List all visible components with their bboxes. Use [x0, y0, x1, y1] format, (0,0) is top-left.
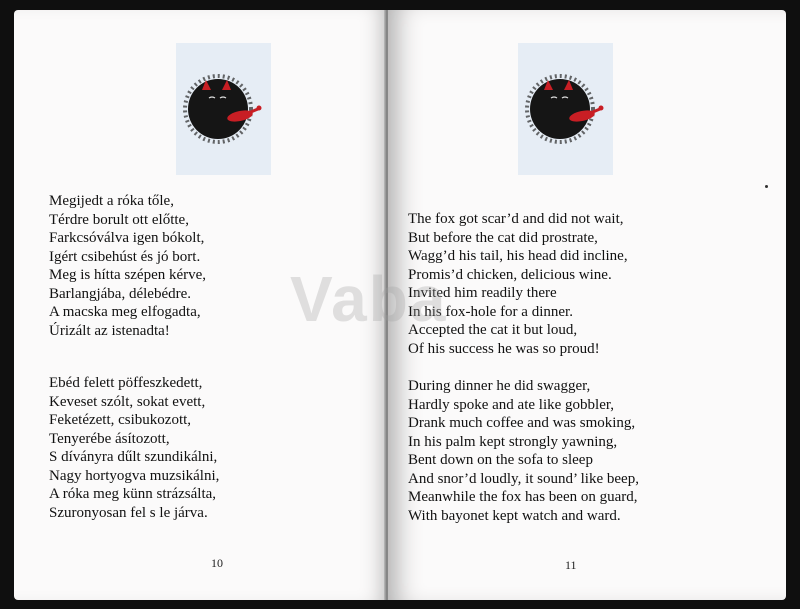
poem-line: Accepted the cat it but loud,	[408, 322, 578, 338]
poem-line: Barlangjába, délebédre.	[49, 285, 192, 302]
black-cat-icon	[518, 43, 613, 175]
poem-line: Keveset szólt, sokat evett,	[49, 393, 206, 410]
poem-line: Meanwhile the fox has been on guard,	[408, 489, 638, 505]
poem-line: And snor’d loudly, it sound’ like beep,	[408, 470, 639, 487]
poem-line: Nagy hortyogva muzsikálni,	[49, 467, 220, 484]
watermark: Vaba	[290, 263, 448, 335]
poem-line: A róka meg künn strázsálta,	[49, 486, 217, 502]
poem-line: S díványra dűlt szundikálni,	[49, 449, 218, 465]
poem-line: Megijedt a róka tőle,	[49, 193, 174, 209]
poem-hungarian-stanza-1	[49, 192, 206, 340]
left-page	[14, 10, 387, 600]
poem-line: Ebéd felett pöffeszkedett,	[49, 375, 203, 391]
poem-line: Invited him readily there	[408, 285, 557, 301]
poem-line: Promis’d chicken, delicious wine.	[408, 266, 612, 283]
page-number-right: 11	[565, 558, 577, 572]
poem-line: With bayonet kept watch and ward.	[408, 507, 621, 524]
poem-line: Feketézett, csibukozott,	[49, 412, 192, 428]
cat-illustration-right	[518, 43, 613, 175]
poem-line: Igért csibehúst és jó bort.	[49, 248, 201, 265]
poem-line: Szuronyosan fel s le járva.	[49, 504, 208, 521]
right-page	[388, 10, 786, 600]
poem-line: But before the cat did prostrate,	[408, 229, 598, 246]
poem-line: Hardly spoke and ate like gobbler,	[408, 396, 615, 413]
poem-line: Tenyerébe ásítozott,	[49, 430, 170, 447]
poem-line: Wagg’d his tail, his head did incline,	[408, 248, 628, 264]
poem-line: Of his success he was so proud!	[408, 340, 600, 357]
poem-line: Drank much coffee and was smoking,	[408, 415, 636, 431]
poem-hungarian-stanza-2	[49, 374, 219, 522]
paper-speck	[765, 185, 768, 188]
poem-english-stanza-1	[408, 210, 628, 358]
poem-line: During dinner he did swagger,	[408, 378, 591, 394]
poem-line: A macska meg elfogadta,	[49, 304, 201, 320]
poem-line: The fox got scar’d and did not wait,	[408, 211, 624, 227]
poem-line: Úrizált az istenadta!	[49, 322, 170, 339]
poem-line: Bent down on the sofa to sleep	[408, 452, 593, 468]
page-number-left: 10	[211, 556, 223, 570]
poem-english-stanza-2	[408, 377, 639, 525]
black-cat-icon	[176, 43, 271, 175]
poem-line: In his fox-hole for a dinner.	[408, 303, 573, 320]
poem-line: In his palm kept strongly yawning,	[408, 433, 618, 450]
poem-line: Farkcsóválva igen bókolt,	[49, 230, 205, 246]
poem-line: Meg is hítta szépen kérve,	[49, 267, 207, 283]
cat-illustration-left	[176, 43, 271, 175]
poem-line: Térdre borult ott előtte,	[49, 211, 189, 228]
